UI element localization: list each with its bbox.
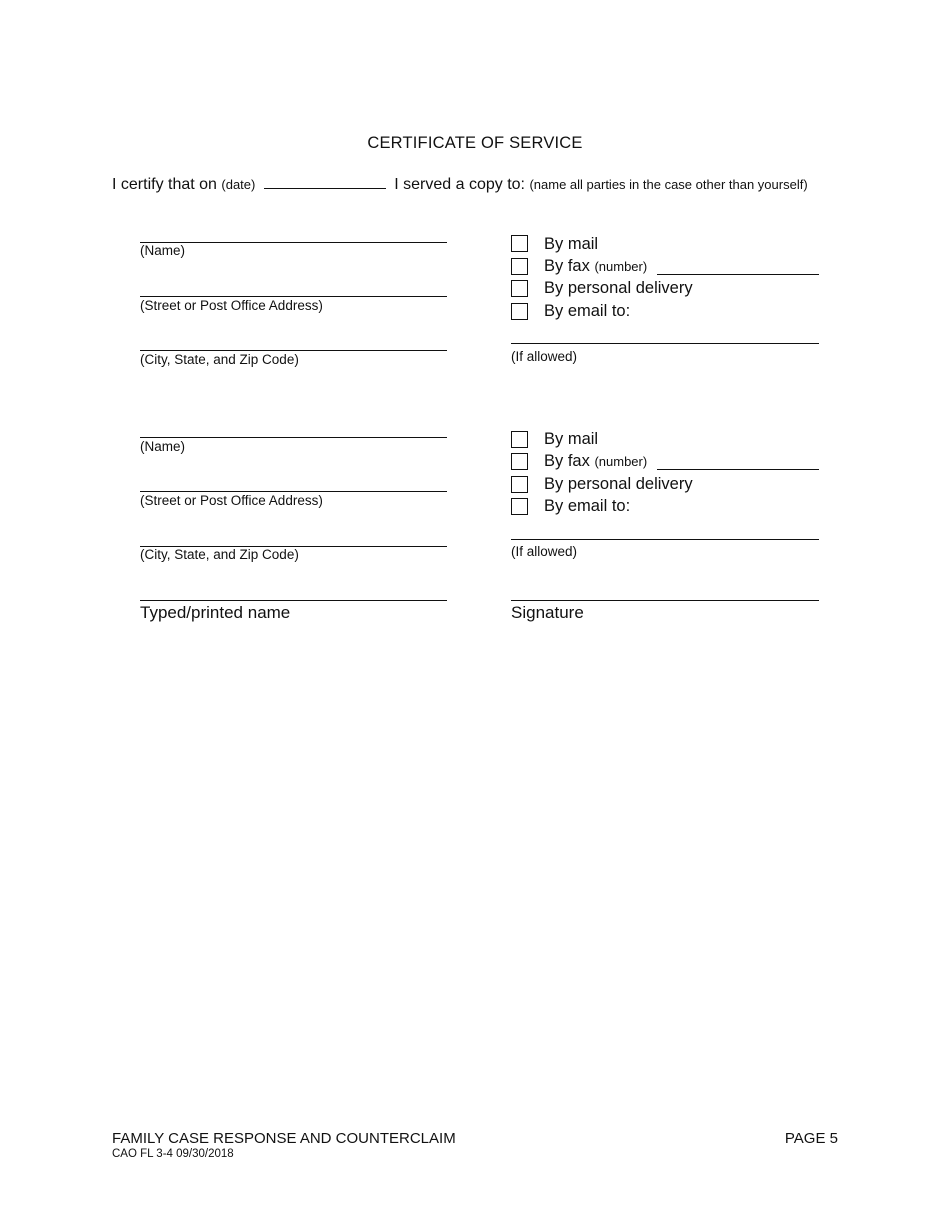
- typed-name-label: Typed/printed name: [140, 603, 291, 622]
- fax-label-text: By fax: [544, 452, 590, 470]
- served-text: I served a copy to:: [394, 176, 525, 193]
- parties-hint: (name all parties in the case other than yourself): [529, 177, 808, 192]
- party1-city-label: (City, State, and Zip Code): [140, 352, 299, 367]
- footer-form-title: FAMILY CASE RESPONSE AND COUNTERCLAIM: [112, 1130, 456, 1147]
- footer-form-code: CAO FL 3-4 09/30/2018: [112, 1148, 234, 1160]
- date-field[interactable]: [264, 174, 386, 189]
- fax-number-hint: (number): [594, 454, 648, 469]
- signature-label: Signature: [511, 603, 584, 622]
- typed-name-field[interactable]: [140, 600, 447, 601]
- party2-email-checkbox[interactable]: [511, 498, 528, 515]
- party1-street-field[interactable]: [140, 296, 447, 297]
- party2-fax-checkbox[interactable]: [511, 453, 528, 470]
- party1-name-label: (Name): [140, 243, 186, 258]
- date-hint: (date): [221, 177, 256, 192]
- party2-email-field[interactable]: [511, 539, 819, 540]
- party1-name-field[interactable]: [140, 242, 447, 243]
- page-title: CERTIFICATE OF SERVICE: [367, 134, 583, 152]
- party1-fax-label: [544, 257, 647, 276]
- party2-fax-label: [544, 452, 647, 471]
- certify-prefix: I certify that on: [112, 176, 217, 193]
- party1-email-label: By email to:: [544, 302, 631, 320]
- party1-if-allowed: (If allowed): [511, 349, 578, 364]
- party2-mail-checkbox[interactable]: [511, 431, 528, 448]
- party1-fax-number-field[interactable]: [657, 274, 819, 275]
- party1-fax-checkbox[interactable]: [511, 258, 528, 275]
- party2-name-label: (Name): [140, 439, 186, 454]
- signature-field[interactable]: [511, 600, 819, 601]
- party1-mail-checkbox[interactable]: [511, 235, 528, 252]
- party1-mail-label: By mail: [544, 235, 599, 253]
- party1-personal-label: By personal delivery: [544, 279, 693, 297]
- fax-label-text: By fax: [544, 257, 590, 275]
- party2-fax-number-field[interactable]: [657, 469, 819, 470]
- party2-mail-label: By mail: [544, 430, 599, 448]
- party2-name-field[interactable]: [140, 437, 447, 438]
- party1-personal-checkbox[interactable]: [511, 280, 528, 297]
- party2-street-label: (Street or Post Office Address): [140, 493, 323, 508]
- party2-personal-checkbox[interactable]: [511, 476, 528, 493]
- party2-email-label: By email to:: [544, 497, 631, 515]
- party2-city-label: (City, State, and Zip Code): [140, 547, 299, 562]
- certify-statement: [112, 174, 808, 194]
- party2-personal-label: By personal delivery: [544, 475, 693, 493]
- footer-page-number: PAGE 5: [784, 1130, 838, 1147]
- party2-if-allowed: (If allowed): [511, 544, 578, 559]
- party1-city-field[interactable]: [140, 350, 447, 351]
- party1-email-checkbox[interactable]: [511, 303, 528, 320]
- party1-email-field[interactable]: [511, 343, 819, 344]
- party2-street-field[interactable]: [140, 491, 447, 492]
- party1-street-label: (Street or Post Office Address): [140, 298, 323, 313]
- fax-number-hint: (number): [594, 259, 648, 274]
